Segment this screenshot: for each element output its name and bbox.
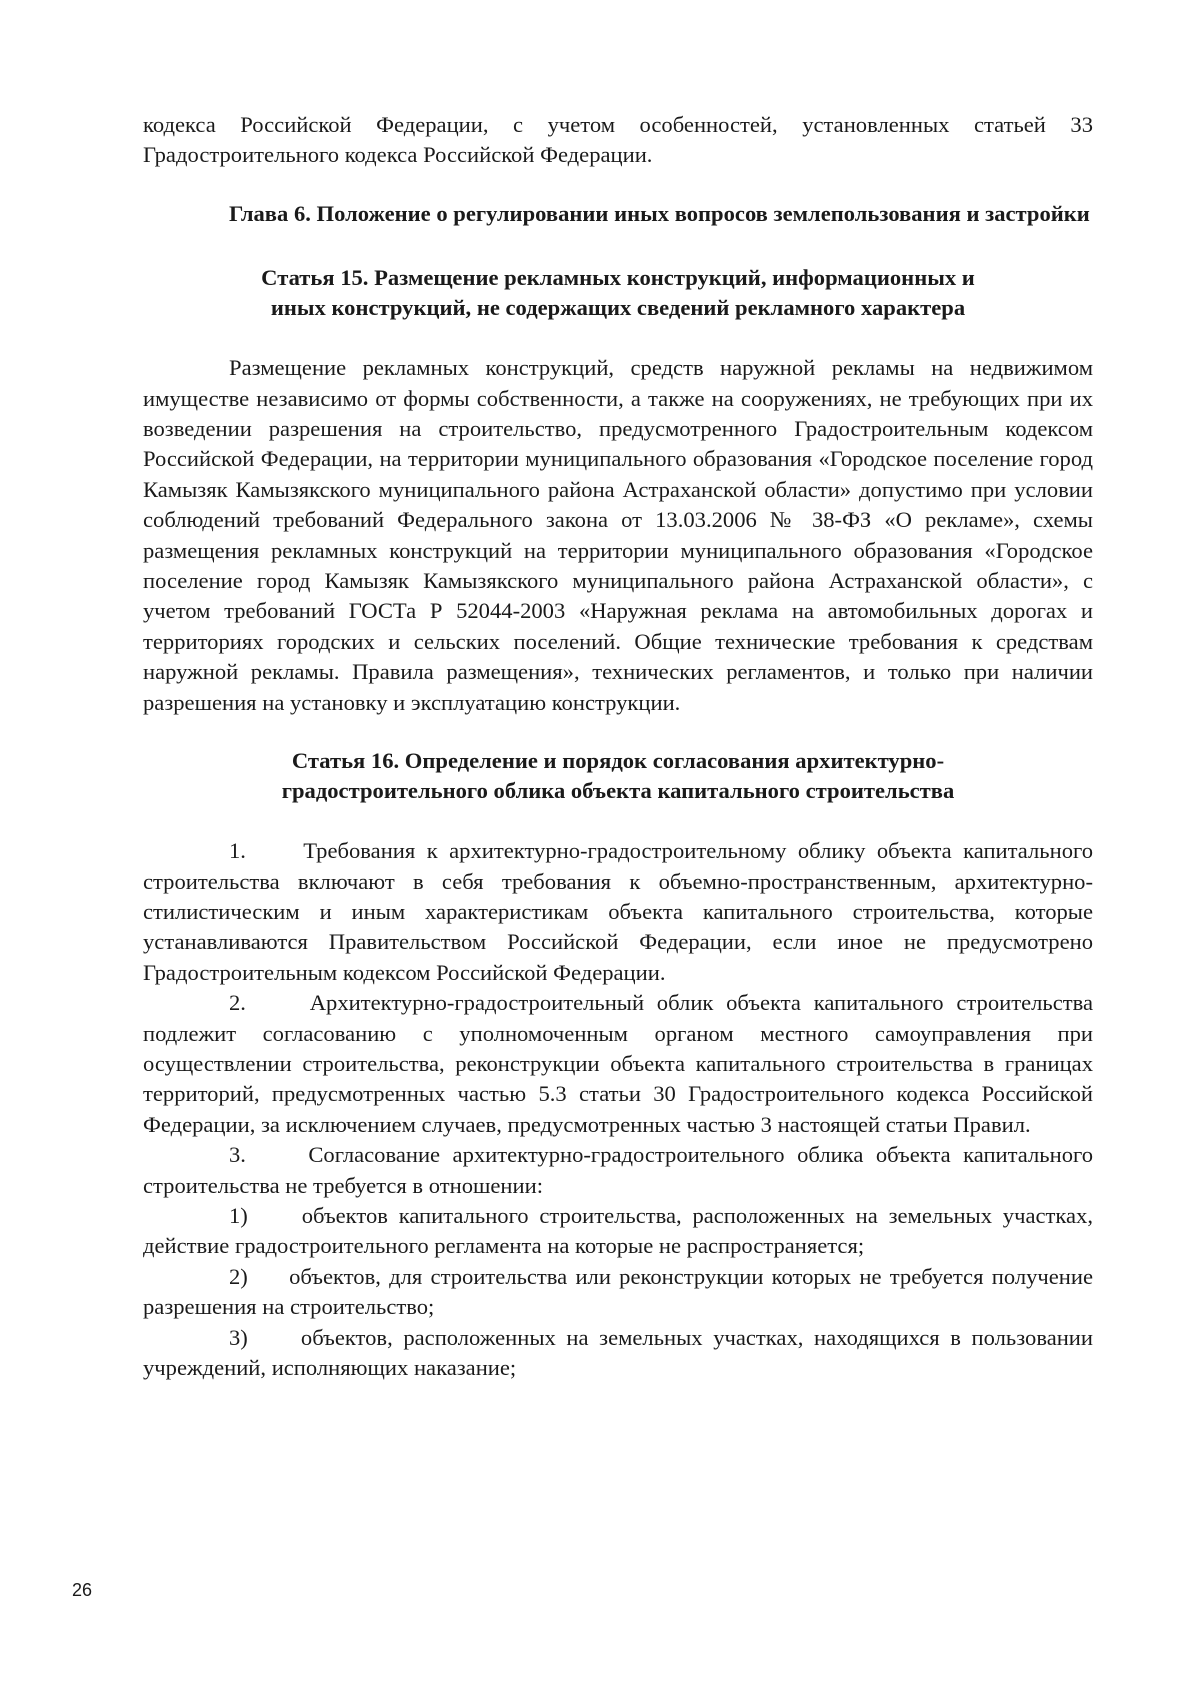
- article-16-paragraph-2: 2. Архитектурно-градостроительный облик объекта капитального строительства подлежит согласованию с уполномоченным органом местного самоуправления при осуществлении строительства, реконструкции объекта капитального строительства в границах территорий, предусмотренных частью 5.3 статьи 30 Градостроительного кодекса Российской Федерации, за исключением случаев, предусмотренных частью 3 настоящей статьи Правил.: [143, 990, 1093, 1137]
- article-16-title: [143, 746, 1093, 806]
- article-16-paragraph-3: 3. Согласование архитектурно-градостроительного облика объекта капитального строительства не требуется в отношении:: [143, 1142, 1093, 1198]
- article-16-paragraph-1: 1. Требования к архитектурно-градостроительному облику объекта капитального строительства включают в себя требования к объемно-пространственным, архитектурно-стилистическим и иным характеристикам объекта капитального строительства, которые устанавливаются Правительством Российской Федерации, если иное не предусмотрено Градостроительным кодексом Российской Федерации.: [143, 838, 1093, 985]
- article-15-title-line-1: Статья 15. Размещение рекламных конструкций, информационных и: [261, 265, 975, 291]
- chapter-6-title: Глава 6. Положение о регулировании иных вопросов землепользования и застройки: [229, 200, 1090, 226]
- article-15-title-line-2: иных конструкций, не содержащих сведений рекламного характера: [270, 295, 966, 321]
- article-16-item-1: 1) объектов капитального строительства, расположенных на земельных участках, действие градостроительного регламента на которые не распространяется;: [143, 1202, 1093, 1259]
- article-16-item-2: 2) объектов, для строительства или реконструкции которых не требуется получение разрешения на строительство;: [143, 1263, 1093, 1320]
- article-15-body: Размещение рекламных конструкций, средств наружной рекламы на недвижимом имуществе независимо от формы собственности, а также на сооружениях, не требующих при их возведении разрешения на строительство, предусмотренного Градостроительным кодексом Российской Федерации, на территории муниципального образования «Городское поселение город Камызяк Камызякского муниципального района Астраханской области» допустимо при условии соблюдений требований Федерального закона от 13.03.2006 № 38-ФЗ «О рекламе», схемы размещения рекламных конструкций на территории муниципального образования «Городское поселение город Камызяк Камызякского муниципального района Астраханской области», с учетом требований ГОСТа Р 52044-2003 «Наружная реклама на автомобильных дорогах и территориях городских и сельских поселений. Общие технические требования к средствам наружной рекламы. Правила размещения», технических регламентов, и только при наличии разрешения на установку и эксплуатацию конструкции.: [143, 355, 1093, 715]
- intro-paragraph: кодекса Российской Федерации, с учетом особенностей, установленных статьей 33 Градостроительного кодекса Российской Федерации.: [143, 112, 1093, 168]
- article-16-item-3: 3) объектов, расположенных на земельных участках, находящихся в пользовании учреждений, исполняющих наказание;: [143, 1324, 1093, 1380]
- article-15-title: [143, 263, 1093, 323]
- document-page: [143, 110, 1093, 1383]
- page-number: 26: [72, 1580, 93, 1600]
- article-16-title-line-1: Статья 16. Определение и порядок согласования архитектурно-: [291, 748, 945, 774]
- article-16-title-line-2: градостроительного облика объекта капитального строительства: [281, 778, 955, 804]
